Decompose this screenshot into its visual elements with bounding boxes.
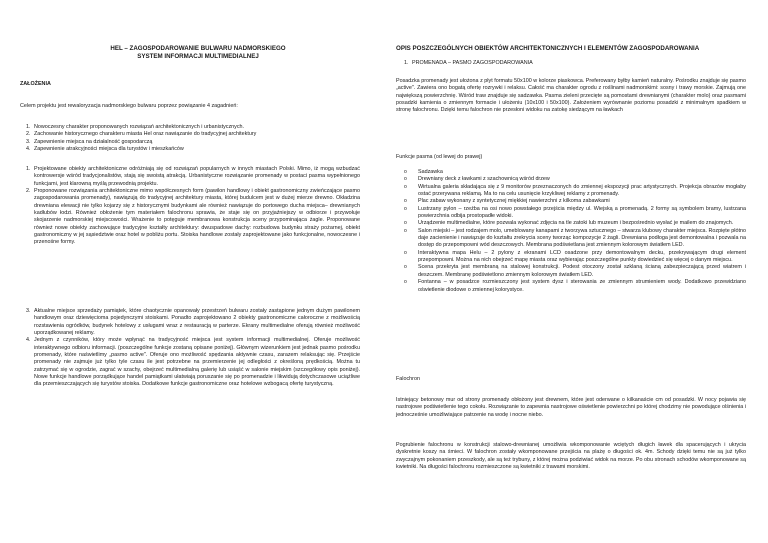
left-title-line2: SYSTEM INFORMACJI MULTIMEDIALNEJ xyxy=(137,53,259,60)
function-item: o Fontanna – w posadzce rozmieszczony jest system dysz i sterowania ze zmiennym strumieniem wody. Dodatkowo przewidziano oświetlenie diodowe o zmiennej kolorystyce. xyxy=(418,279,746,294)
promenade-paragraph: Posadzka promenady jest ułożona z płyt formatu 50x100 w kolorze piaskowca. Preferowany byłby kamień naturalny. Pośrodku znajduje się pasmo „active". Zawiera ono bogatą ofertę rozrywki i relaksu. Całość ma charakter ogrodu z roślinami nadmorskimi: sosny i trawy morskie. Zajmują one największą powierzchnię. Wśród traw znajduje się sadzawka. Pasma zieleni przecięte są pomostami drewnianymi (charakter molo) oraz pasmami posadzki kamienia o zmiennym formacie i ułożeniu (10x100 i 50x100). Założeniem wyrównanie poziomu posadzki z minimalnym spadkiem w stronę falochronu. Dzięki temu falochron nie przesłoni widoku na zatokę siedzącym na ławkach xyxy=(396,78,746,114)
goal-item: 3. Zapewnienie miejsca na działalność gospodarczą xyxy=(32,139,360,146)
left-title xyxy=(78,45,318,61)
function-item: o Urządzenie multimedialne, które pozwala wykonać zdjęcia na tle zatoki lub muzeum i bezpośrednio wysłać je mailem do znajomych. xyxy=(418,220,746,227)
points-list-a xyxy=(18,166,360,247)
function-item: o Drewniany deck z ławkami z szachownicą wśród drzew xyxy=(418,176,746,183)
point-item: 3. Aktualne miejsce sprzedaży pamiątek, które chaotycznie opanowały przestrzeń bulwaru zostały zastąpione jednym dużym pawilonem handlowym oraz dziewięcioma pojedynczymi stoiskami. Ponadto zaprojektowano 2 obiekty gastronomiczne całoroczne z możliwością rozstawienia ogródków, budynek hotelowy z usługami wraz z restauracją w parterze. Ekrany multimedialne oferują również możliwość uporządkowanej reklamy. xyxy=(32,308,360,337)
points-list-b xyxy=(18,308,360,389)
function-item: o Plac zabaw wykonany z syntetycznej miękkiej nawierzchni z kilkoma zabawkami xyxy=(418,198,746,205)
intro-text: Celem projektu jest rewaloryzacja nadmorskiego bulwaru poprzez powiązanie 4 zagadnień: xyxy=(20,103,238,109)
falochron-paragraph-2: Pogrubienie falochronu w konstrukcji stalowo-drewnianej umożliwia wkomponowanie wciętych długich ławek dla spacerujących i ukrycia dyskretnie koszy na śmieci. W falochron zostały wkomponowane przejścia na plażę o długości ok. 4m. Schody dzięki temu nie są już tylko zwyczajnym pokonaniem przeszkody, ale są też trybuny, z której można podziwiać widok na morze. Po obu stronach schodów wkomponowane są kwietniki. Na długości falochronu rozmieszczone są kwietniki z trawami morskimi. xyxy=(396,442,746,471)
left-title-line1: HEL – ZAGOSPODAROWANIE BULWARU NADMORSKIEGO xyxy=(110,45,286,52)
goal-item: 1. Nowoczesny charakter proponowanych rozwiązań architektonicznych i urbanistycznych. xyxy=(32,124,360,131)
goals-list xyxy=(18,124,360,153)
function-item: o Scena przekryta jest membraną na stalowej konstrukcji. Podest otoczony został szklaną ścianą zabezpieczającą przed wiatrem i deszczem. Membranę podświetlono zmiennym kolorowym światłem LED. xyxy=(418,264,746,279)
functions-list xyxy=(396,169,746,294)
section-heading: 1. PROMENADA – PASMO ZAGOSPODAROWANIA xyxy=(410,60,746,67)
point-item: 2. Proponowane rozwiązania architektoniczne mimo współczesnych form (pawilon handlowy i obiekt gastronomiczny zwieńczające pasmo zagospodarowania promenady), nawiązują do tradycyjnej architektury miasta, której budulcem jest w dużej mierze drewno. Okładzina drewniana elewacji nie tylko kojarzy się z historycznymi budynkami ale również nawiązuje do portowego ducha miejsca– drewnianych kadłubów łodzi. Również obłożenie tym materiałem falochronu sprawia, że staje się on przyjaźniejszy w odbiorze i przywołuje skojarzenie nadmorskiej miejscowości. Wrażenie to potęguje membranowa konstrukcja sceny przypominająca żagle. Proponowane również nowe obiekty zachowujące tradycyjne kształty architektury: dwuspadowe dachy: rozbudowa budynku straży pożarnej, obiekt gastronomiczny w jej sąsiedztwie oraz hotel w pobliżu portu. Stoiska handlowe zostały zaprojektowane jako funkcjonalne, nowoczesne i przenośne formy. xyxy=(32,188,360,247)
goal-item: 4. Zapewnienie atrakcyjności miejsca dla turystów i mieszkańców xyxy=(32,146,360,153)
functions-heading: Funkcje pasma (od lewej do prawej) xyxy=(396,154,483,160)
function-item: o Salon miejski – jest rodzajem molo, umeblowany kanapami z tworzywa sztucznego – stwarza klubowy charakter miejsca. Rozpięte płótno daje zacienienie i nawiązuje do kształtu zrekrycia sceny tworząc kompozycje 2 żagli. Drewniana podłoga jest demontowalna i pozwala na dostęp do przepompowni wód deszczowych. Membrana podświetlana jest zmiennym kolorowym światłem LED. xyxy=(418,228,746,250)
function-item: o Wirtualna galeria składająca się z 9 monitorów przeznaczonych do zmiennej ekspozycji prac artystycznych. Projekcja obrazów mogłaby ostać przerywana reklamą. Ma to na celu usunięcie krzykliwej reklamy z promenady. xyxy=(418,184,746,199)
function-item: o Sadzawka xyxy=(418,169,746,176)
goal-item: 2. Zachowanie historycznego charakteru miasta Hel oraz nawiązanie do tradycyjnej architektury xyxy=(32,131,360,138)
section-list xyxy=(396,60,746,67)
point-item: 1. Projektowane obiekty architektoniczne odróżniają się od rozwiązań popularnych w innych miastach Polski. Mimo, iż mogą wzbudzać kontrowersje wśród tradycjonalistów, stają się swoistą atrakcją. Urbanistyczne rozwiązanie promenady w postaci pasma wypełnionego funkcjami, jest klarowną myślą przewodnią projektu. xyxy=(32,166,360,188)
function-item: o Interaktywna mapa Helu – 2 pylony z ekranami LCD osadzone przy demontowalnym decku, przekrywającym drugi element przepompowni. Można na nich obejrzeć mapę miasta oraz wybierając poszczególne punkty dowiedzieć się więcej o danym miejscu. xyxy=(418,250,746,265)
falochron-paragraph-1: Istniejący betonowy mur od strony promenady obłożony jest drewnem, które jest oderwane o kilkanaście cm od posadzki. W nocy pojawia się nastrojowe podświetlenie tego cokołu. Rozwiązanie to zapewnia nastrojowe oświetlenie powierzchni po której chodzimy nie powodujące olśnienia i jednocześnie umożliwiające patrzenie na wodę i nocne niebo. xyxy=(396,397,746,418)
right-title: OPIS POSZCZEGÓLNYCH OBIEKTÓW ARCHITEKTONICZNYCH I ELEMENTÓW ZAGOSPODAROWANIA xyxy=(396,45,700,52)
point-item: 4. Jednym z czynników, który może wpłynąć na tradycyjność miejsca jest system informacji multimedialnej. Oferuje możliwość interaktywnego odbioru informacji. (poszczególne funkcje zostaną opisane poniżej). Głównym wizerunkiem jest jednak pasmo pośrodku promenady, które naświetlimy „pasmo active". Oferuje ono możliwość spędzania aktywnie czasu, zarazem relaksując się. Przejście promenady nie zajmuje już tylko tyle czasu ile jest potrzebne na przemierzenie jej odległości z określoną prędkością. Można tu zatrzymać się w ogrodzie, zagrać w szachy, obejrzeć multimedialną galerię lub usiąść w salonie miejskim (szczegółowy opis poniżej). Nowe funkcje handlowe porządkujące handel pamiątkami ułatwiają poruszanie się po promenadzie i likwidują dotychczasowe uciążliwe dla przemieszczających się turystów stoiska. Dodatkowe funkcje gastronomiczne oraz hotelowe wzbogacą ofertę turystyczną. xyxy=(32,337,360,388)
falochron-heading: Falochron xyxy=(396,376,420,382)
assumptions-heading: ZAŁOŻENIA xyxy=(20,81,51,87)
function-item: o Lustrzany pylon – rzeźba na osi nowo powstałego przejścia między ul. Wiejską a promenadą. 2 formy są symbolem bramy, lustrzana powierzchnia odbija prostopadłe widoki. xyxy=(418,206,746,221)
